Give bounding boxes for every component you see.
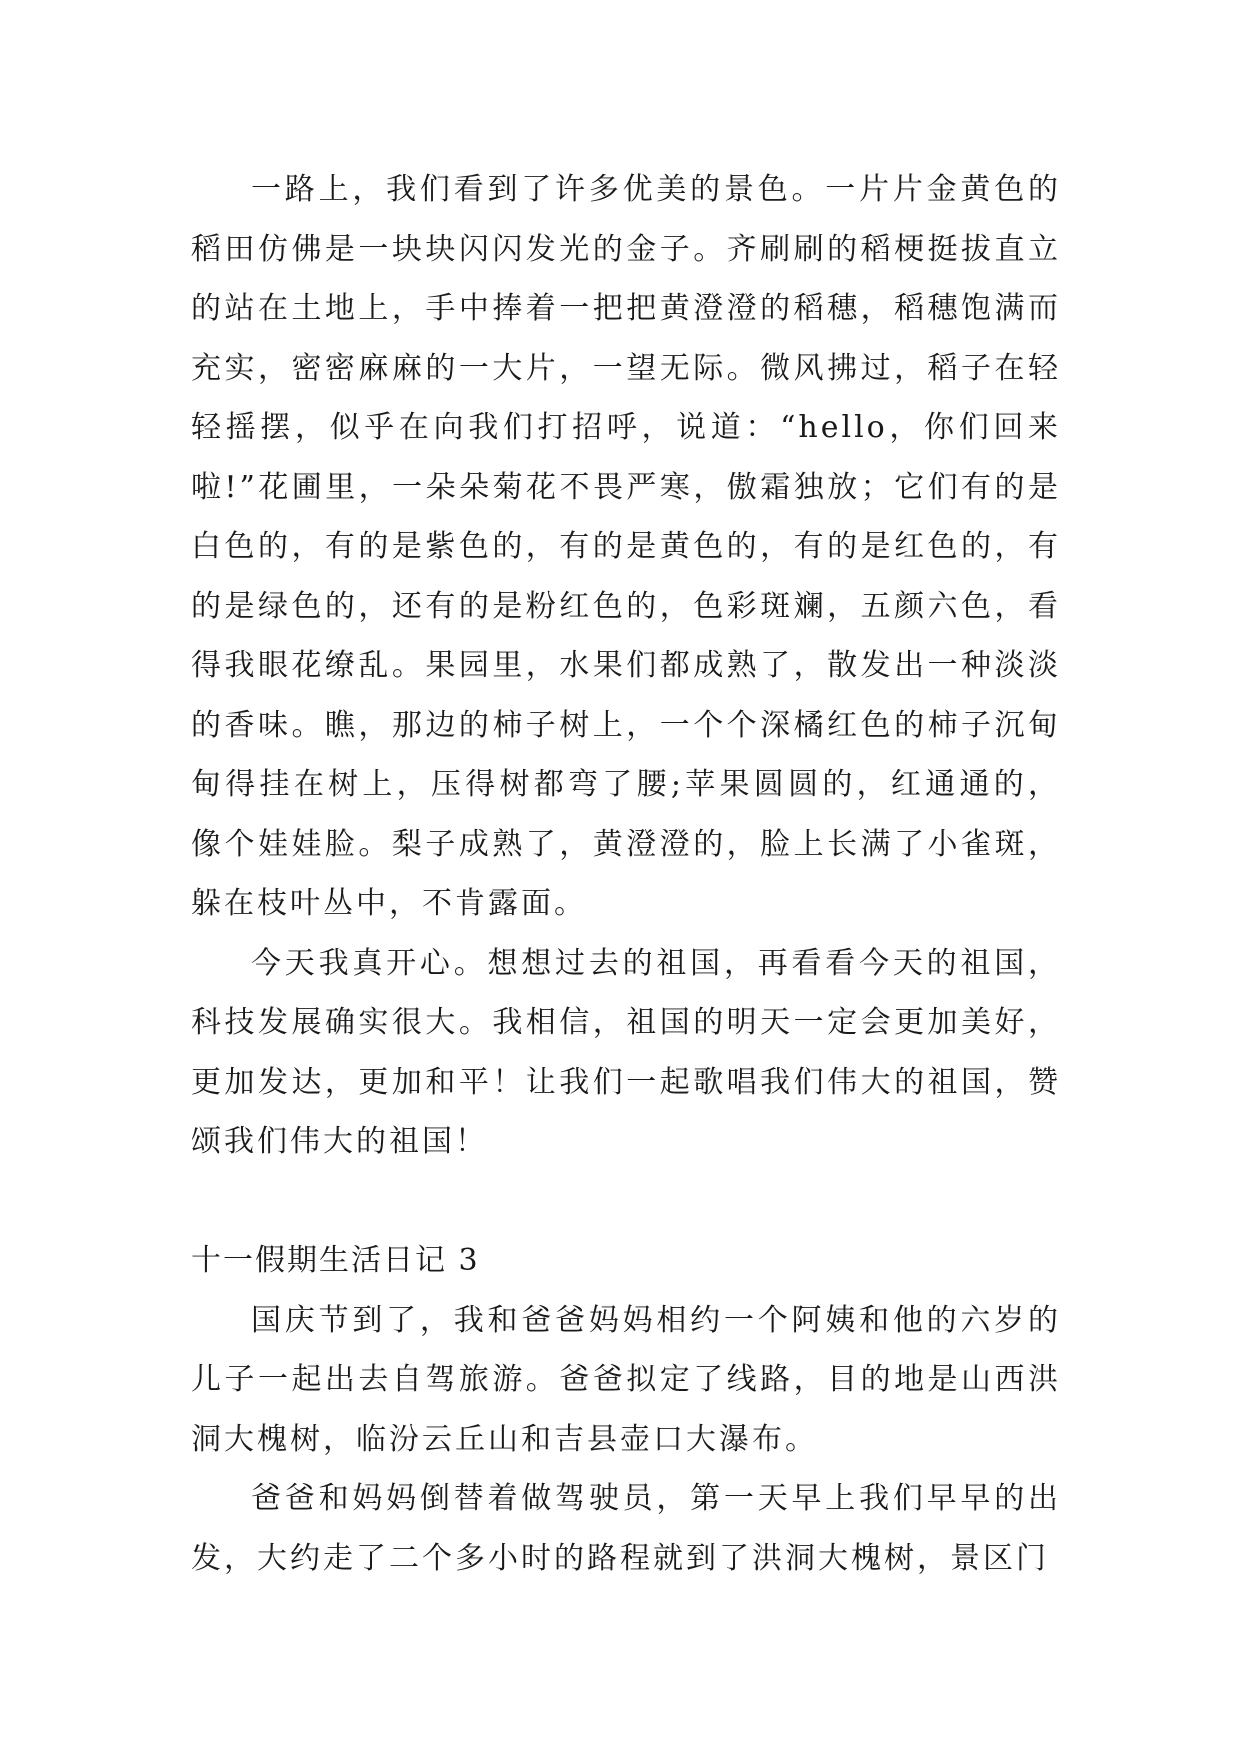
document-page — [191, 160, 1061, 1588]
paragraph-trip-start: 爸爸和妈妈倒替着做驾驶员，第一天早上我们早早的出发，大约走了二个多小时的路程就到了洪洞大槐树，景区门 — [191, 1481, 1061, 1576]
paragraph-conclusion: 今天我真开心。想想过去的祖国，再看看今天的祖国，科技发展确实很大。我相信，祖国的明天一定会更加美好，更加发达，更加和平！让我们一起歌唱我们伟大的祖国，赞颂我们伟大的祖国！ — [191, 945, 1061, 1159]
paragraph-trip-intro: 国庆节到了，我和爸爸妈妈相约一个阿姨和他的六岁的儿子一起出去自驾旅游。爸爸拟定了线路，目的地是山西洪洞大槐树，临汾云丘山和吉县壶口大瀑布。 — [191, 1302, 1061, 1457]
section-heading: 十一假期生活日记 3 — [191, 1243, 480, 1278]
paragraph-scenery: 一路上，我们看到了许多优美的景色。一片片金黄色的稻田仿佛是一块块闪闪发光的金子。齐刷刷的稻梗挺拔直立的站在土地上，手中捧着一把把黄澄澄的稻穗，稻穗饱满而充实，密密麻麻的一大片，一望无际。微风拂过，稻子在轻轻摇摆，似乎在向我们打招呼，说道：“hello，你们回来啦!”花圃里，一朵朵菊花不畏严寒，傲霜独放；它们有的是白色的，有的是紫色的，有的是黄色的，有的是红色的，有的是绿色的，还有的是粉红色的，色彩斑斓，五颜六色，看得我眼花缭乱。果园里，水果们都成熟了，散发出一种淡淡的香味。瞧，那边的柿子树上，一个个深橘红色的柿子沉甸甸得挂在树上，压得树都弯了腰;苹果圆圆的，红通通的，像个娃娃脸。梨子成熟了，黄澄澄的，脸上长满了小雀斑，躲在枝叶丛中，不肯露面。 — [191, 172, 1061, 921]
paragraph-gap — [191, 1172, 1061, 1232]
